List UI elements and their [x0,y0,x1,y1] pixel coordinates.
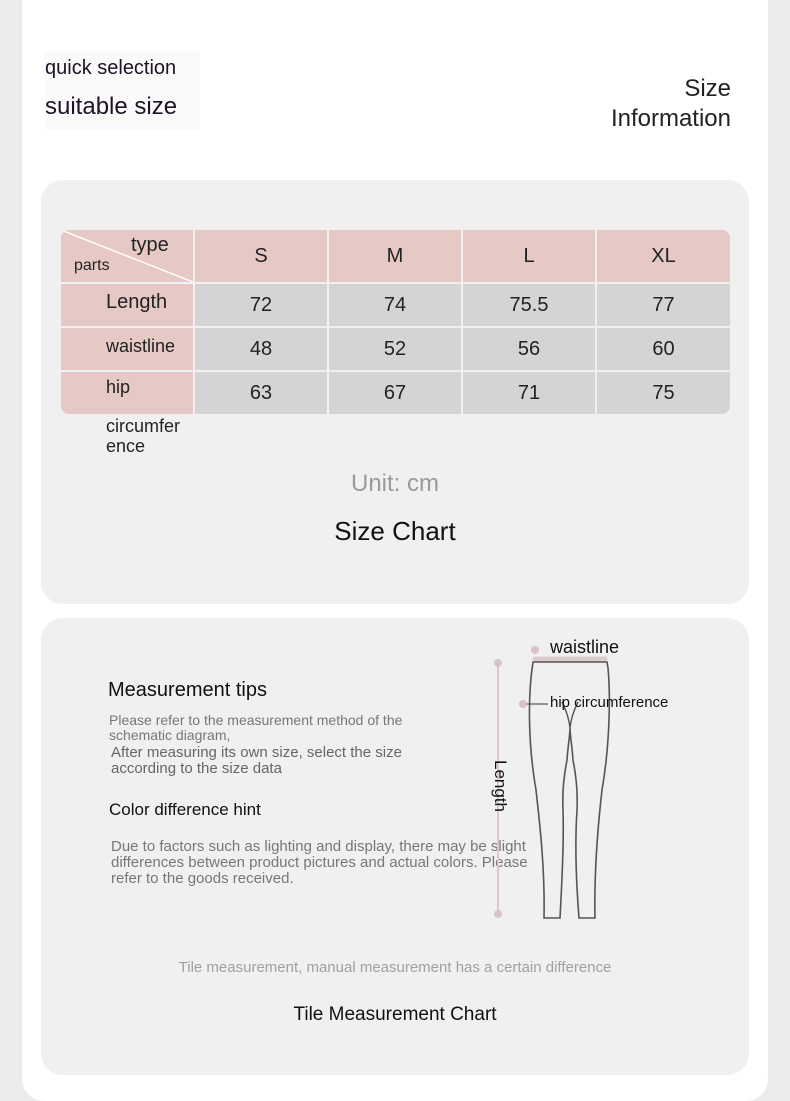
measurement-tips-text-1: Please refer to the measurement method of the schematic diagram, [109,712,403,743]
diagram-hip-label: hip circumference [550,694,669,711]
leggings-diagram [490,640,630,925]
tile-measurement-note: Tile measurement, manual measurement has a certain difference [178,959,612,976]
table-cell: 52 [329,328,461,370]
tile-measurement-title: Tile Measurement Chart [293,1004,497,1025]
diagram-length-label: Length [491,760,510,812]
row-label-waistline: waistline [61,328,193,370]
size-information-line1: Size [684,75,731,102]
size-information-line2: Information [610,105,731,132]
table-cell: 63 [195,372,327,414]
row-label-hip: hip [61,372,193,414]
column-header-m: M [329,230,461,282]
measurement-tips-title: Measurement tips [108,679,267,701]
corner-type-label: type [131,234,169,256]
table-corner-cell [61,230,193,282]
table-cell: 75 [597,372,730,414]
unit-label: Unit: cm [350,470,439,497]
table-cell: 67 [329,372,461,414]
corner-parts-label: parts [74,257,110,274]
table-cell: 77 [597,284,730,326]
table-cell: 60 [597,328,730,370]
quick-selection-label: quick selection [45,57,177,79]
hip-label-overflow [106,416,226,456]
diagram-waistline-label: waistline [550,637,620,657]
column-header-xl: XL [597,230,730,282]
color-difference-text: Due to factors such as lighting and display, there may be slight differences between product pictures and actual colors. Please refer to the goods received. [111,838,528,887]
hip-label-overflow-line2: ence [106,436,146,456]
table-cell: 72 [195,284,327,326]
color-difference-title: Color difference hint [109,800,261,819]
table-cell: 74 [329,284,461,326]
table-cell: 48 [195,328,327,370]
column-header-s: S [195,230,327,282]
size-information-heading [531,74,731,134]
table-cell: 56 [463,328,595,370]
size-chart-title: Size Chart [334,516,456,546]
column-header-l: L [463,230,595,282]
row-label-length: Length [61,284,193,326]
table-cell: 75.5 [463,284,595,326]
table-cell: 71 [463,372,595,414]
suitable-size-label: suitable size [45,93,178,120]
hip-label-overflow-line1: circumfer [106,416,181,436]
size-table [61,230,730,414]
measurement-tips-text-2: After measuring its own size, select the size according to the size data [111,744,402,777]
